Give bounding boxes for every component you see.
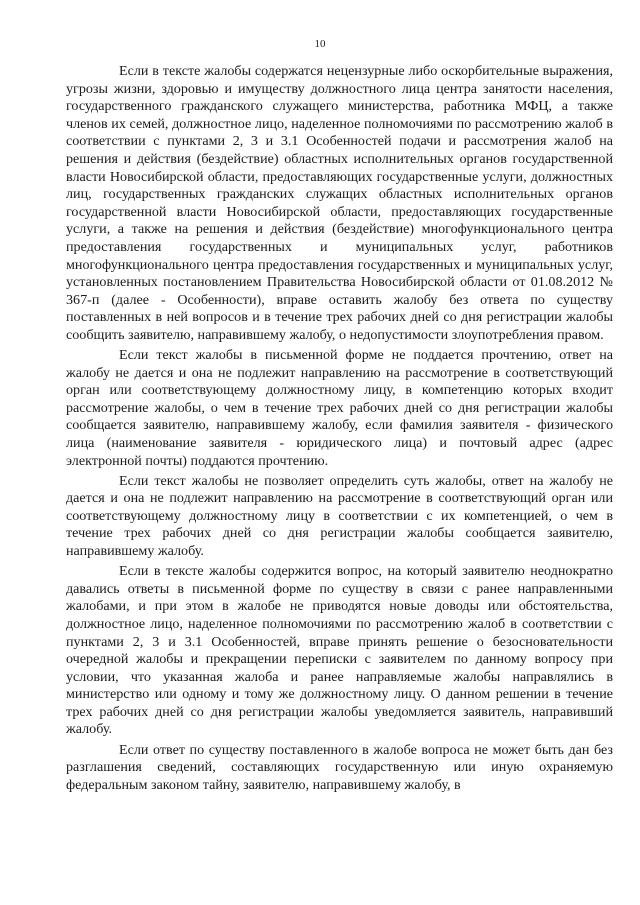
paragraph-undefined-essence: Если текст жалобы не позволяет определить суть жалобы, ответ на жалобу не дается и она не подлежит направлению на рассмотрение в соответствующий орган или соответствующему должностному лицу в соответствии с их компетенцией, о чем в течение трех рабочих дней со дня регистрации жалобы сообщается заявителю, направившему жалобу. [66,472,613,560]
paragraph-obscene-content: Если в тексте жалобы содержатся нецензурные либо оскорбительные выражения, угрозы жизни, здоровью и имуществу должностного лица центра занятости населения, государственного гражданского служащего министерства, работника МФЦ, а также членов их семей, должностное лицо, наделенное полномочиями по рассмотрению жалоб в соответствии с пунктами 2, 3 и 3.1 Особенностей подачи и рассмотрения жалоб на решения и действия (бездействие) областных исполнительных органов государственной власти Новосибирской области, предоставляющих государственные услуги, должностных лиц, государственных гражданских служащих областных исполнительных органов государственной власти Новосибирской области, предоставляющих государственные услуги, а также на решения и действия (бездействие) многофункционального центра предоставления государственных и муниципальных услуг, работников многофункционального центра предоставления государственных и муниципальных услуг, установленных постановлением Правительства Новосибирской области от 01.08.2012 № 367-п (далее - Особенности), вправе оставить жалобу без ответа по существу поставленных в ней вопросов и в течение трех рабочих дней со дня регистрации жалобы сообщить заявителю, направившему жалобу, о недопустимости злоупотребления правом. [66,63,613,343]
document-body [66,63,613,794]
paragraph-state-secret: Если ответ по существу поставленного в жалобе вопроса не может быть дан без разглашения сведений, составляющих государственную или иную охраняемую федеральным законом тайну, заявителю, направившему жалобу, в [66,741,613,793]
paragraph-unreadable-text: Если текст жалобы в письменной форме не поддается прочтению, ответ на жалобу не дается и она не подлежит направлению на рассмотрение в соответствующий орган или соответствующему должностному лицу, в компетенцию которых входит рассмотрение жалобы, о чем в течение трех рабочих дней со дня регистрации жалобы сообщается заявителю, направившему жалобу, если фамилия заявителя - физического лица (наименование заявителя - юридического лица) и почтовый адрес (адрес электронной почты) поддаются прочтению. [66,347,613,469]
page-number: 10 [314,38,326,50]
paragraph-repeated-question: Если в тексте жалобы содержится вопрос, на который заявителю неоднократно давались ответы в письменной форме по существу в связи с ранее направленными жалобами, и при этом в жалобе не приводятся новые доводы или обстоятельства, должностное лицо, наделенное полномочиями по рассмотрению жалоб в соответствии с пунктами 2, 3 и 3.1 Особенностей, вправе принять решение о безосновательности очередной жалобы и прекращении переписки с заявителем по данному вопросу при условии, что указанная жалоба и ранее направляемые жалобы направлялись в министерство или одному и тому же должностному лицу. О данном решении в течение трех рабочих дней со дня регистрации жалобы уведомляется заявитель, направивший жалобу. [66,563,613,738]
